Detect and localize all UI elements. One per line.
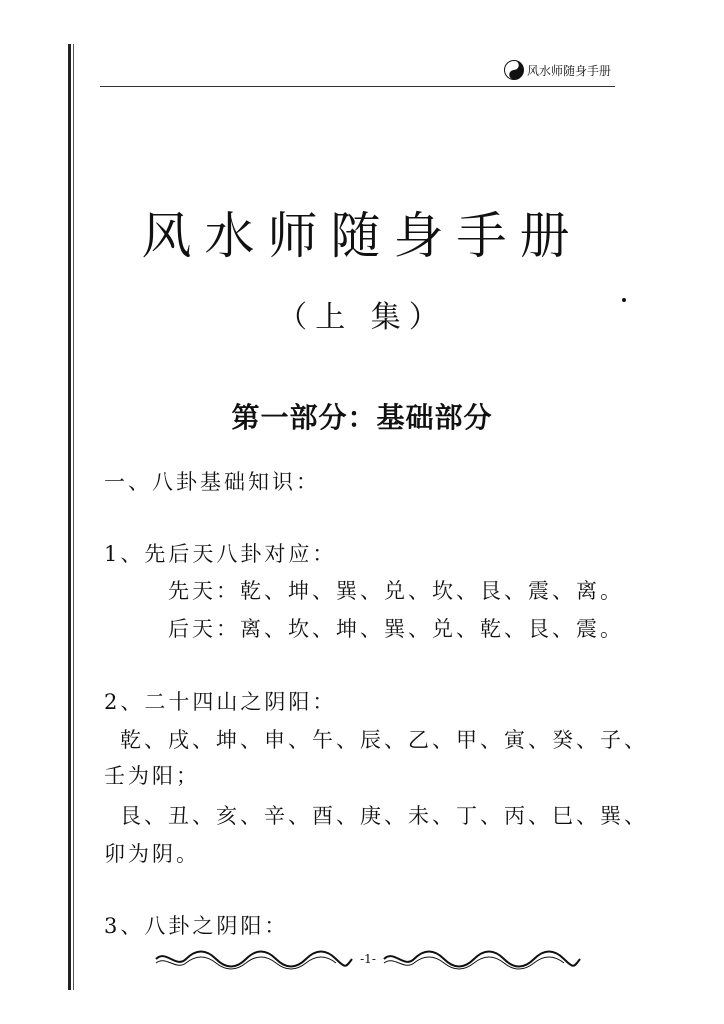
wave-ornament-icon xyxy=(154,947,354,971)
page-footer xyxy=(128,944,608,974)
item1-line: 先天：乾、坤、巽、兑、坎、艮、震、离。 xyxy=(168,579,624,603)
item1-heading: 1、先后天八卦对应： xyxy=(104,542,337,566)
item2-heading: 2、二十四山之阴阳： xyxy=(104,690,337,714)
item2-line: 乾、戌、坤、申、午、辰、乙、甲、寅、癸、子、 xyxy=(120,728,648,752)
binding-edge-line-inner xyxy=(73,44,74,990)
page-number: -1- xyxy=(360,952,376,966)
document-subtitle: （上 集） xyxy=(277,300,447,335)
running-header xyxy=(100,58,615,87)
wave-ornament-icon xyxy=(382,947,582,971)
section-heading: 一、八卦基础知识： xyxy=(104,470,320,494)
item1-line: 后天：离、坎、坤、巽、兑、乾、艮、震。 xyxy=(168,617,624,641)
document-title: 风水师随身手册 xyxy=(141,207,583,265)
binding-edge-line xyxy=(68,44,71,990)
item2-line: 壬为阳； xyxy=(104,764,200,788)
item2-line: 艮、丑、亥、辛、酉、庚、未、丁、丙、巳、巽、 xyxy=(120,804,648,828)
header-brand xyxy=(504,60,611,80)
header-title: 风水师随身手册 xyxy=(526,63,611,78)
item3-heading: 3、八卦之阴阳： xyxy=(104,914,289,938)
part-heading: 第一部分：基础部分 xyxy=(231,401,493,434)
scan-speck xyxy=(622,298,626,302)
item2-line: 卯为阴。 xyxy=(104,842,200,866)
yin-yang-icon xyxy=(504,60,524,80)
